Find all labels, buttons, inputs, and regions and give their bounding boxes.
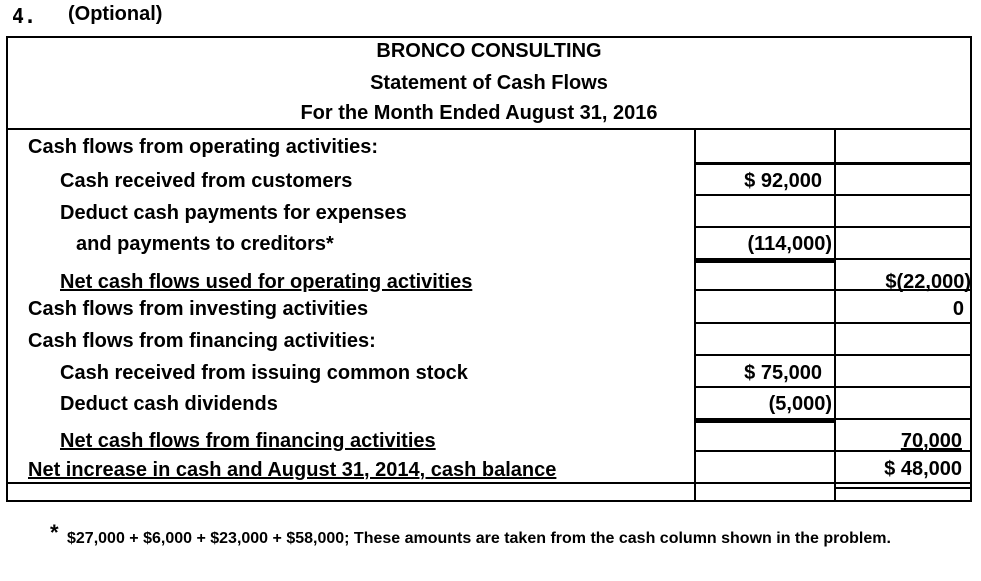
payments-creditors-label: and payments to creditors* (76, 233, 334, 255)
rule (834, 418, 972, 420)
rule (694, 226, 972, 228)
cash-received-label: Cash received from customers (60, 170, 353, 192)
question-number: 4. (12, 4, 37, 28)
operating-activities-title: Cash flows from operating activities: (28, 136, 379, 158)
rule (694, 162, 836, 165)
footnote-mark: * (50, 520, 59, 545)
rule (8, 482, 972, 484)
dividends-label: Deduct cash dividends (60, 393, 278, 415)
investing-amount: 0 (952, 298, 964, 320)
statement-period: For the Month Ended August 31, 2016 (300, 102, 658, 124)
double-rule (834, 487, 972, 489)
rule (834, 258, 972, 260)
payments-creditors-amount: (114,000) (747, 233, 832, 255)
rule (694, 386, 972, 388)
cash-flow-statement (6, 36, 972, 502)
question-label: (Optional) (68, 3, 163, 25)
issuing-stock-label: Cash received from issuing common stock (60, 362, 468, 384)
issuing-stock-amount: $ 75,000 (744, 362, 822, 384)
investing-activities-title: Cash flows from investing activities (28, 298, 369, 320)
statement-title: Statement of Cash Flows (370, 72, 608, 94)
deduct-expenses-label: Deduct cash payments for expenses (60, 202, 407, 224)
total-rule (694, 418, 834, 423)
net-increase-amount: $ 48,000 (884, 458, 962, 480)
rule (694, 354, 972, 356)
rule (834, 162, 972, 165)
net-financing-label: Net cash flows from financing activities (60, 430, 436, 452)
footnote-text: $27,000 + $6,000 + $23,000 + $58,000; These amounts are taken from the cash column shown in the problem. (67, 530, 891, 547)
rule (694, 322, 972, 324)
header-divider (8, 128, 972, 130)
net-operating-amount: $(22,000) (885, 271, 971, 293)
company-name: BRONCO CONSULTING (376, 40, 602, 62)
net-financing-amount: 70,000 (900, 430, 962, 452)
rule (694, 194, 972, 196)
financing-activities-title: Cash flows from financing activities: (28, 330, 376, 352)
dividends-amount: (5,000) (768, 393, 832, 415)
cash-received-amount: $ 92,000 (744, 170, 822, 192)
net-operating-label: Net cash flows used for operating activities (60, 271, 473, 293)
total-rule (694, 258, 834, 263)
net-increase-label: Net increase in cash and August 31, 2014, cash balance (28, 459, 557, 481)
